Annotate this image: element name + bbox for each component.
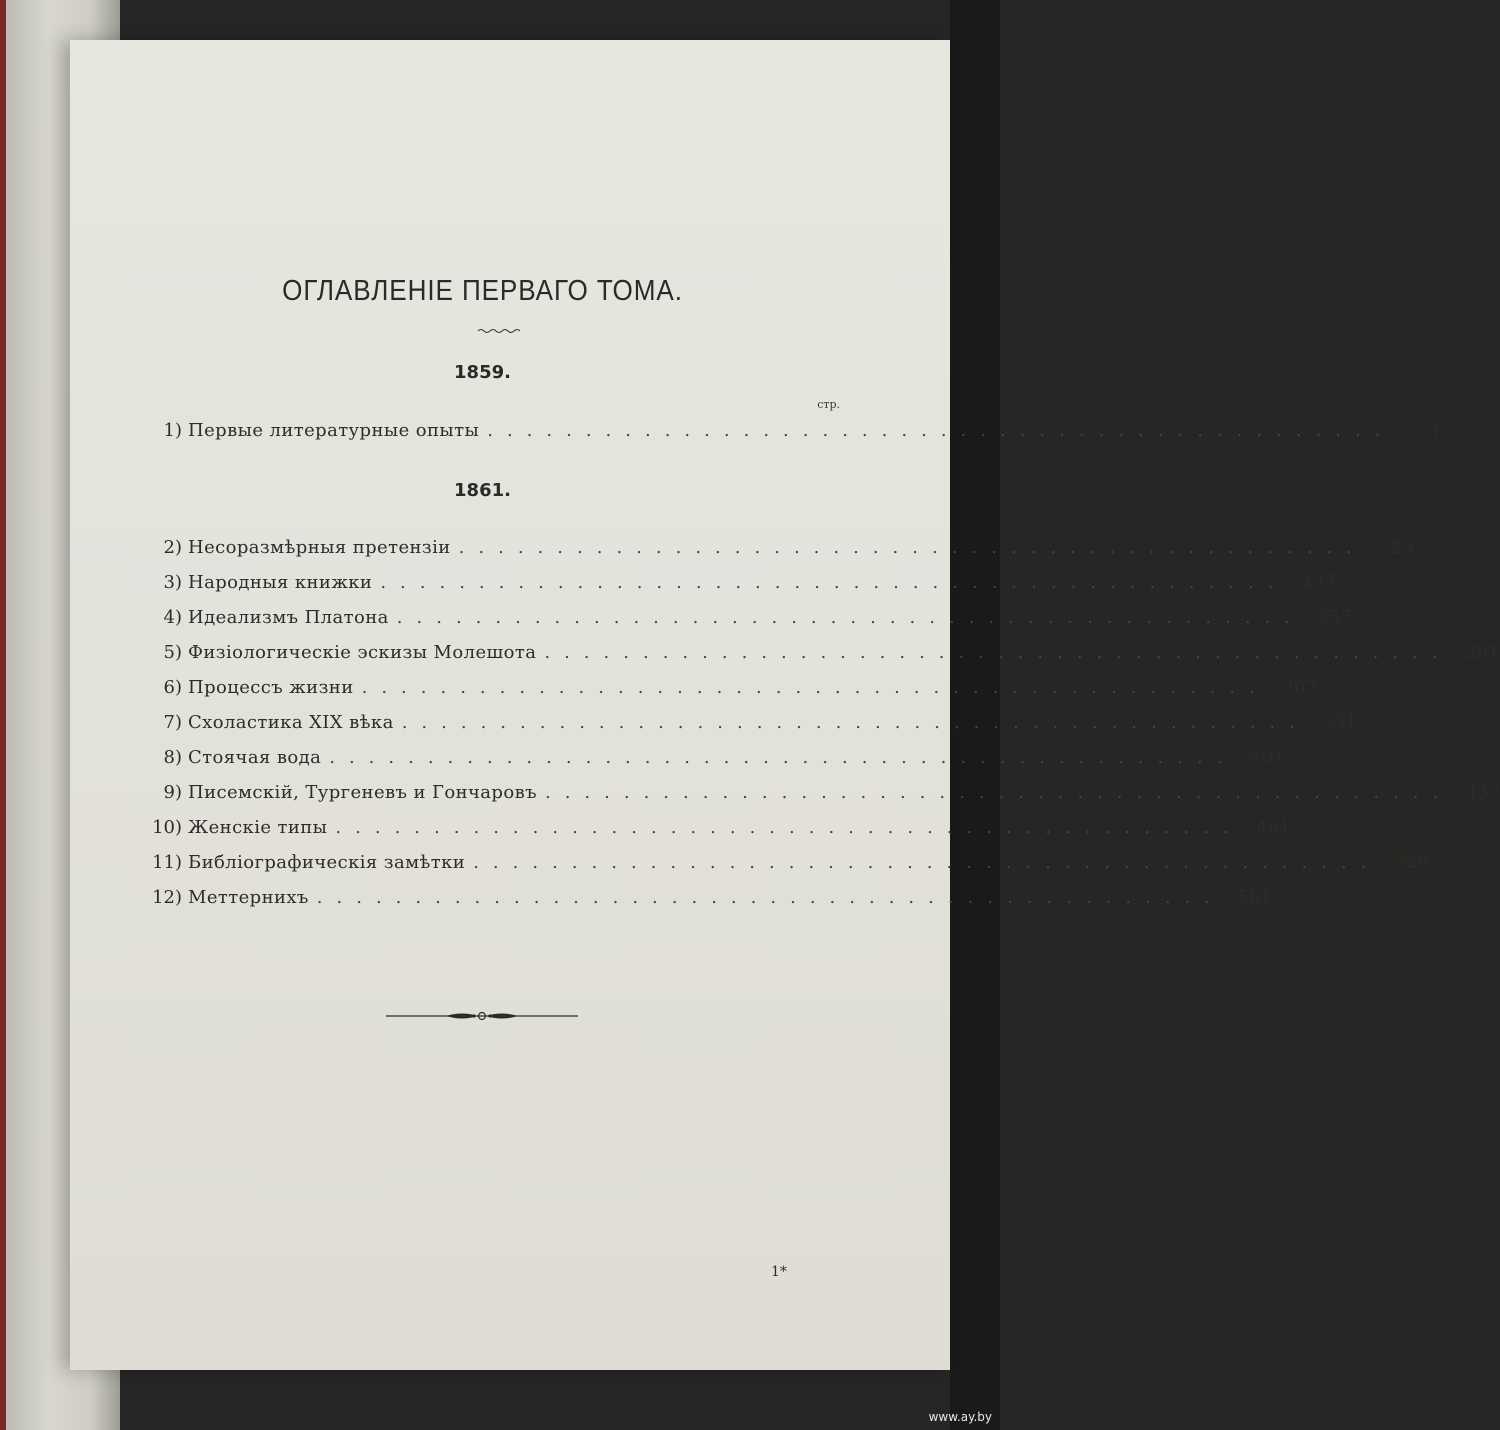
entry-title: Процессъ жизни bbox=[188, 677, 354, 698]
entry-title: Писемскій, Тургеневъ и Гончаровъ bbox=[188, 782, 537, 803]
entry-page: 307 bbox=[1282, 677, 1317, 698]
dot-leader: .............................................. bbox=[335, 817, 1243, 838]
entry-page: 331 bbox=[1322, 712, 1357, 733]
page-column-label: стр. bbox=[817, 398, 840, 411]
dot-leader: .............................................. bbox=[458, 537, 1366, 558]
entry-number: 9) bbox=[163, 782, 182, 803]
printer-signature: 1* bbox=[771, 1264, 787, 1280]
entry-title: Схоластика XIX вѣка bbox=[188, 712, 394, 733]
entry-number: 4) bbox=[163, 607, 182, 628]
toc-entry bbox=[120, 817, 1291, 847]
entry-number: 11) bbox=[152, 852, 182, 873]
entry-page: 237 bbox=[1301, 572, 1336, 593]
entry-number: 6) bbox=[163, 677, 182, 698]
book-cover-edge bbox=[0, 0, 6, 1430]
entry-page: 481 bbox=[1256, 817, 1291, 838]
entry-title: Народныя книжки bbox=[188, 572, 373, 593]
entry-number: 3) bbox=[163, 572, 182, 593]
toc-entry bbox=[120, 642, 1500, 672]
decorative-ornament bbox=[386, 1006, 578, 1026]
entry-title: Библіографическія замѣтки bbox=[188, 852, 466, 873]
dot-leader: .............................................. bbox=[544, 782, 1453, 803]
entry-title: Физіологическіе эскизы Молешота bbox=[188, 642, 537, 663]
dot-leader: .............................................. bbox=[361, 677, 1269, 698]
dot-leader: .............................................. bbox=[396, 607, 1304, 628]
entry-page: 437 bbox=[1465, 782, 1500, 803]
entry-title: Женскіе типы bbox=[188, 817, 328, 838]
entry-title: Первые литературные опыты bbox=[188, 420, 480, 441]
dot-leader: .............................................. bbox=[487, 420, 1395, 441]
section-year-1859: 1859. bbox=[454, 362, 511, 383]
entry-title: Меттернихъ bbox=[188, 887, 309, 908]
entry-number: 10) bbox=[152, 817, 182, 838]
entry-number: 5) bbox=[163, 642, 182, 663]
entry-number: 12) bbox=[152, 887, 182, 908]
entry-number: 8) bbox=[163, 747, 182, 768]
toc-entry bbox=[120, 420, 1443, 450]
entry-title: Стоячая вода bbox=[188, 747, 322, 768]
dot-leader: .............................................. bbox=[329, 747, 1237, 768]
toc-entry bbox=[120, 747, 1285, 777]
entry-page: 401 bbox=[1250, 747, 1285, 768]
entry-page: 529 bbox=[1394, 852, 1429, 873]
entry-number: 2) bbox=[163, 537, 182, 558]
toc-entry bbox=[120, 782, 1500, 812]
title-wavy-rule bbox=[478, 328, 520, 334]
page-title: ОГЛАВЛЕНІЕ ПЕРВАГО ТОМА. bbox=[282, 275, 683, 307]
dot-leader: .............................................. bbox=[544, 642, 1452, 663]
entry-page: 225 bbox=[1379, 537, 1414, 558]
entry-title: Несоразмѣрныя претензіи bbox=[188, 537, 451, 558]
dot-leader: .............................................. bbox=[473, 852, 1381, 873]
entry-page: 561 bbox=[1237, 887, 1272, 908]
watermark: www.ay.by bbox=[928, 1410, 992, 1424]
entry-number: 7) bbox=[163, 712, 182, 733]
dot-leader: .............................................. bbox=[401, 712, 1309, 733]
entry-page: 281 bbox=[1465, 642, 1500, 663]
toc-entry bbox=[120, 887, 1272, 917]
toc-entry bbox=[120, 677, 1317, 707]
entry-page: 257 bbox=[1317, 607, 1352, 628]
toc-entry bbox=[120, 607, 1352, 637]
dot-leader: .............................................. bbox=[316, 887, 1224, 908]
entry-number: 1) bbox=[163, 420, 182, 441]
toc-entry bbox=[120, 712, 1357, 742]
entry-page: 1 bbox=[1430, 420, 1443, 441]
toc-entry bbox=[120, 572, 1336, 602]
toc-entry bbox=[120, 537, 1414, 567]
dot-leader: .............................................. bbox=[380, 572, 1288, 593]
section-year-1861: 1861. bbox=[454, 480, 511, 501]
entry-title: Идеализмъ Платона bbox=[188, 607, 389, 628]
toc-entry bbox=[120, 852, 1429, 882]
